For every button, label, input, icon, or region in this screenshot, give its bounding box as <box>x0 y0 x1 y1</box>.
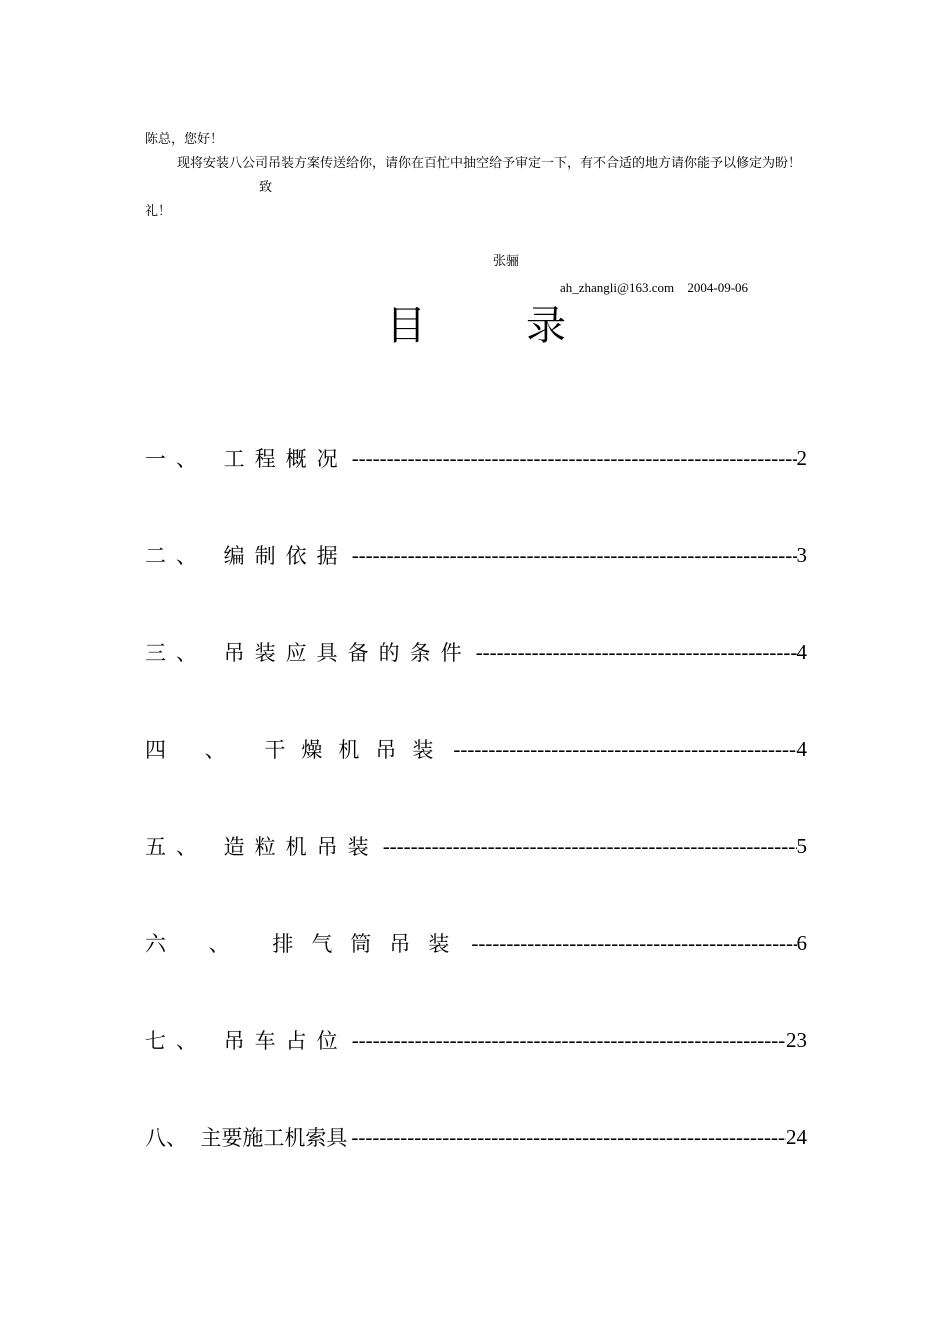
toc-leader-dashes <box>383 834 797 859</box>
toc-entry <box>145 1020 807 1060</box>
toc-leader-dashes <box>351 1125 786 1150</box>
toc-leader-dashes <box>453 737 796 762</box>
toc-entry-label: 六 、 排气筒吊装 <box>145 932 468 956</box>
toc-entry <box>145 826 807 866</box>
toc-entry-page: 23 <box>786 1027 807 1052</box>
toc-entry <box>145 923 807 963</box>
letter-closing-li: 礼！ <box>145 204 172 219</box>
toc-leader-dashes <box>352 1028 786 1053</box>
toc-title-char-1: 目 <box>386 303 426 349</box>
letter-greeting: 陈总，您好！ <box>145 132 224 147</box>
toc-leader-dashes <box>352 543 797 568</box>
toc-entry-page: 4 <box>796 736 807 761</box>
toc-entry <box>145 438 807 478</box>
toc-entry-page: 6 <box>796 930 807 955</box>
toc-title <box>386 298 586 354</box>
toc-entry-label: 二、 编制依据 <box>145 544 348 568</box>
letter-email: ah_zhangli@163.com <box>560 280 675 295</box>
toc-entry-page: 4 <box>796 639 807 664</box>
toc-leader-dashes <box>476 640 797 665</box>
toc-entry <box>145 729 807 769</box>
toc-entry-label: 四 、 干燥机吊装 <box>145 738 450 762</box>
letter-signature: 张骊 <box>493 254 520 269</box>
toc-entry-page: 24 <box>786 1124 807 1149</box>
toc-entry-page: 2 <box>796 445 807 470</box>
letter-contact <box>560 278 748 298</box>
toc-entry <box>145 1117 807 1157</box>
cover-letter <box>145 128 805 224</box>
toc-leader-dashes <box>352 446 797 471</box>
toc-entry-label: 一、 工程概况 <box>145 447 348 471</box>
toc-entry-page: 5 <box>796 833 807 858</box>
toc-entry <box>145 632 807 672</box>
letter-body: 现将安装八公司吊装方案传送给你，请你在百忙中抽空给予审定一下，有不合适的地方请你能予以修定为盼！ <box>177 156 802 171</box>
toc-entry-label: 三、 吊装应具备的条件 <box>145 641 472 665</box>
toc-entry-label: 五、 造粒机吊装 <box>145 835 379 859</box>
toc-entry <box>145 535 807 575</box>
toc-leader-dashes <box>471 931 796 956</box>
toc-title-char-2: 录 <box>526 303 566 349</box>
toc-entry-label: 七、 吊车占位 <box>145 1029 348 1053</box>
toc-entry-page: 3 <box>796 542 807 567</box>
toc-entry-label: 八、 主要施工机索具 <box>145 1126 348 1150</box>
letter-date: 2004-09-06 <box>687 280 749 295</box>
letter-closing-zhi: 致 <box>259 180 273 195</box>
